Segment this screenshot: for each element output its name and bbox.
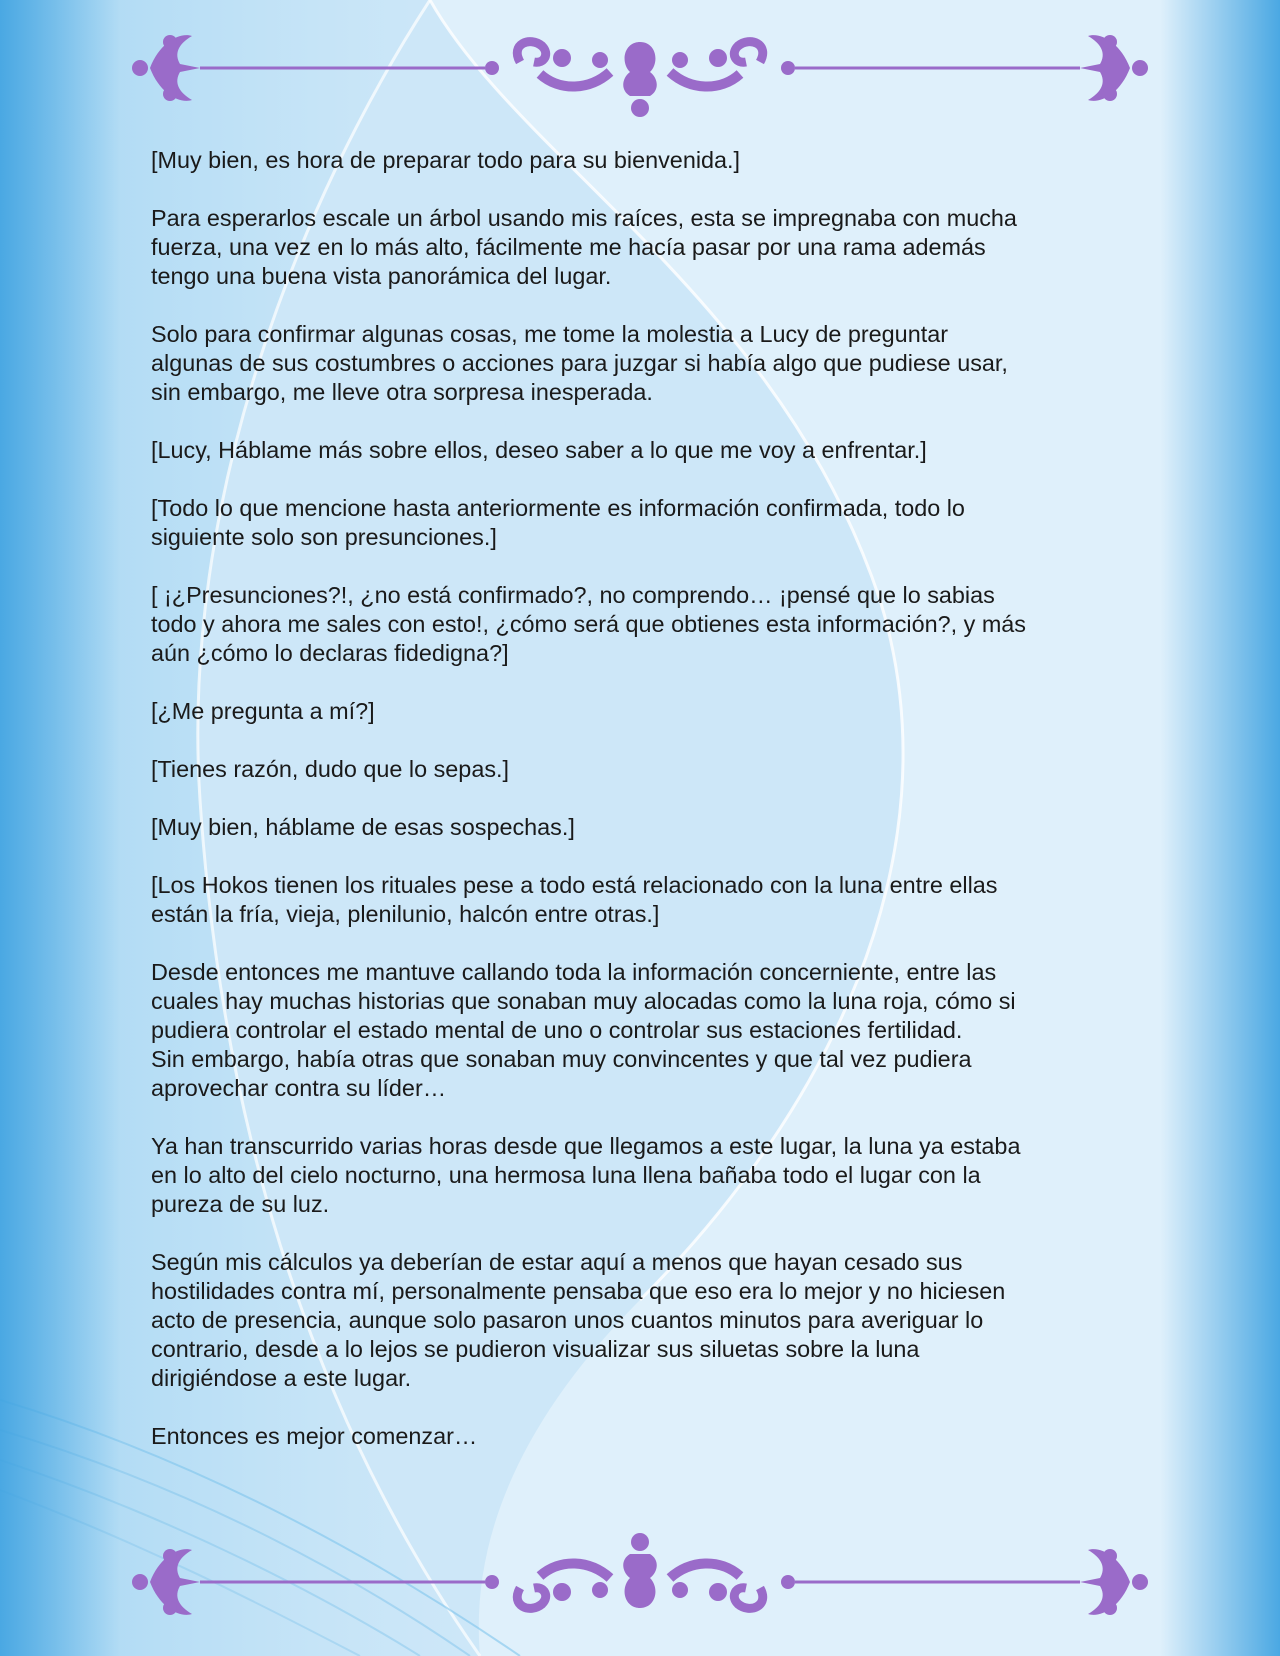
paragraph: [Lucy, Háblame más sobre ellos, deseo saber a lo que me voy a enfrentar.] bbox=[151, 437, 927, 463]
document-body bbox=[151, 146, 1101, 1480]
paragraph: Desde entonces me mantuve callando toda la información concerniente, entre las cuales hay muchas historias que sonaban muy alocadas como la luna roja, cómo si pudiera controlar el estado mental de uno o controlar sus estaciones fertilidad. Sin embargo, había otras que sonaban muy convincentes y que tal vez pudiera aprovechar contra su líder… bbox=[151, 959, 1016, 1101]
paragraph: Para esperarlos escale un árbol usando mis raíces, esta se impregnaba con mucha fuerza, una vez en lo más alto, fácilmente me hacía pasar por una rama además tengo una buena vista panorámica del lugar. bbox=[151, 205, 1017, 289]
paragraph: [ ¡¿Presunciones?!, ¿no está confirmado?, no comprendo… ¡pensé que lo sabias todo y ahora me sales con esto!, ¿cómo será que obtienes esta información?, y más aún ¿cómo lo declaras fidedigna?] bbox=[151, 582, 1027, 666]
paragraph: Ya han transcurrido varias horas desde que llegamos a este lugar, la luna ya estaba en lo alto del cielo nocturno, una hermosa luna llena bañaba todo el lugar con la pureza de su luz. bbox=[151, 1133, 1021, 1217]
paragraph: Según mis cálculos ya deberían de estar aquí a menos que hayan cesado sus hostilidades contra mí, personalmente pensaba que eso era lo mejor y no hiciesen acto de presencia, aunque solo pasaron unos cuantos minutos para averiguar lo contrario, desde a lo lejos se pudieron visualizar sus siluetas sobre la luna dirigiéndose a este lugar. bbox=[151, 1249, 1006, 1391]
paragraph: Entonces es mejor comenzar… bbox=[151, 1423, 478, 1449]
paragraph: [Tienes razón, dudo que lo sepas.] bbox=[151, 756, 510, 782]
paragraph: [Los Hokos tienen los rituales pese a todo está relacionado con la luna entre ellas están la fría, vieja, plenilunio, halcón entre otras.] bbox=[151, 872, 998, 927]
paragraph: [Muy bien, es hora de preparar todo para su bienvenida.] bbox=[151, 147, 741, 173]
paragraph: [Muy bien, háblame de esas sospechas.] bbox=[151, 814, 575, 840]
bottom-ornament bbox=[130, 1532, 1150, 1632]
top-ornament bbox=[130, 22, 1150, 122]
paragraph: [¿Me pregunta a mí?] bbox=[151, 698, 375, 724]
paragraph: Solo para confirmar algunas cosas, me tome la molestia a Lucy de preguntar algunas de sus costumbres o acciones para juzgar si había algo que pudiese usar, sin embargo, me lleve otra sorpresa inesperada. bbox=[151, 321, 1008, 405]
paragraph: [Todo lo que mencione hasta anteriormente es información confirmada, todo lo siguiente solo son presunciones.] bbox=[151, 495, 965, 550]
